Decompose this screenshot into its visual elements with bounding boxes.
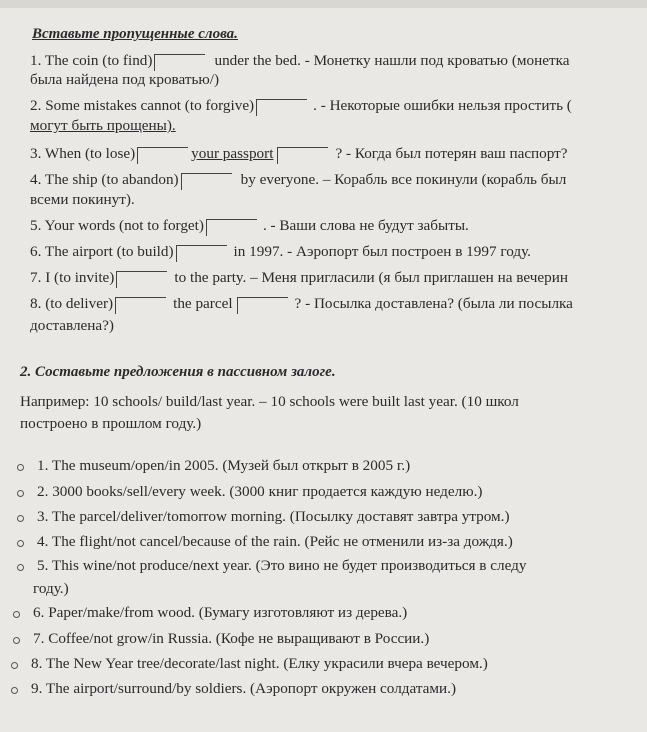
bullet-icon [17,515,24,522]
s1-item-6: 6. The airport (to build) in 1997. - Аэропорт был построен в 1997 году. [30,243,531,260]
bullet-icon [13,611,20,618]
s1-item-1: 1. The coin (to find) under the bed. - Монетку нашли под кроватью (монетка [30,52,570,69]
top-edge [0,0,647,8]
answer-blank[interactable] [237,297,288,314]
s1-item-5: 5. Your words (not to forget) . - Ваши слова не будут забыты. [30,217,469,234]
answer-blank[interactable] [176,245,227,262]
section2-heading: 2. Составьте предложения в пассивном залоге. [20,364,336,380]
answer-blank[interactable] [206,219,257,236]
answer-blank[interactable] [154,54,205,71]
s1-item-8-cont: доставлена?) [30,317,114,334]
answer-blank[interactable] [181,173,232,190]
s2-item-1: 1. The museum/open/in 2005. (Музей был открыт в 2005 г.) [37,457,411,474]
s1-item-4: 4. The ship (to abandon) by everyone. – Корабль все покинули (корабль был [30,171,567,188]
s2-item-8: 8. The New Year tree/decorate/last night. (Елку украсили вчера вечером.) [31,655,488,672]
bullet-icon [17,464,24,471]
s2-item-7: 7. Coffee/not grow/in Russia. (Кофе не выращивают в России.) [33,630,430,647]
example-line-2: построено в прошлом году.) [20,415,202,432]
s2-item-5-cont: году.) [33,580,69,597]
s1-item-7: 7. I (to invite) to the party. – Меня пригласили (я был приглашен на вечерин [30,269,568,286]
bullet-icon [17,564,24,571]
bullet-icon [17,540,24,547]
bullet-icon [11,687,18,694]
s2-item-3: 3. The parcel/deliver/tomorrow morning. (Посылку доставят завтра утром.) [37,508,510,525]
example-line-1: Например: 10 schools/ build/last year. – 10 schools were built last year. (10 школ [20,393,519,410]
answer-blank[interactable] [137,147,188,164]
s2-item-9: 9. The airport/surround/by soldiers. (Аэропорт окружен солдатами.) [31,680,457,697]
s2-item-4: 4. The flight/not cancel/because of the rain. (Рейс не отменили из-за дождя.) [37,533,513,550]
bullet-icon [11,662,18,669]
section1-heading: Вставьте пропущенные слова. [32,26,238,42]
s2-item-2: 2. 3000 books/sell/every week. (3000 книг продается каждую неделю.) [37,483,483,500]
s1-item-1-cont: была найдена под кроватью/) [30,71,220,88]
s2-item-6: 6. Paper/make/from wood. (Бумагу изготовляют из дерева.) [33,604,408,621]
s1-item-3: 3. When (to lose) your passport ? - Когда был потерян ваш паспорт? [30,145,568,162]
answer-blank[interactable] [116,271,167,288]
answer-blank[interactable] [277,147,328,164]
bullet-icon [17,490,24,497]
answer-blank[interactable] [256,99,307,116]
s2-item-5: 5. This wine/not produce/next year. (Это вино не будет производиться в следу [37,557,527,574]
s1-item-4-cont: всеми покинут). [30,191,135,208]
s1-item-2: 2. Some mistakes cannot (to forgive) . - Некоторые ошибки нельзя простить ( [30,97,572,114]
bullet-icon [13,637,20,644]
s1-item-2-cont: могут быть прощены). [30,117,176,134]
s1-item-8: 8. (to deliver) the parcel ? - Посылка доставлена? (была ли посылка [30,295,573,312]
answer-blank[interactable] [115,297,166,314]
